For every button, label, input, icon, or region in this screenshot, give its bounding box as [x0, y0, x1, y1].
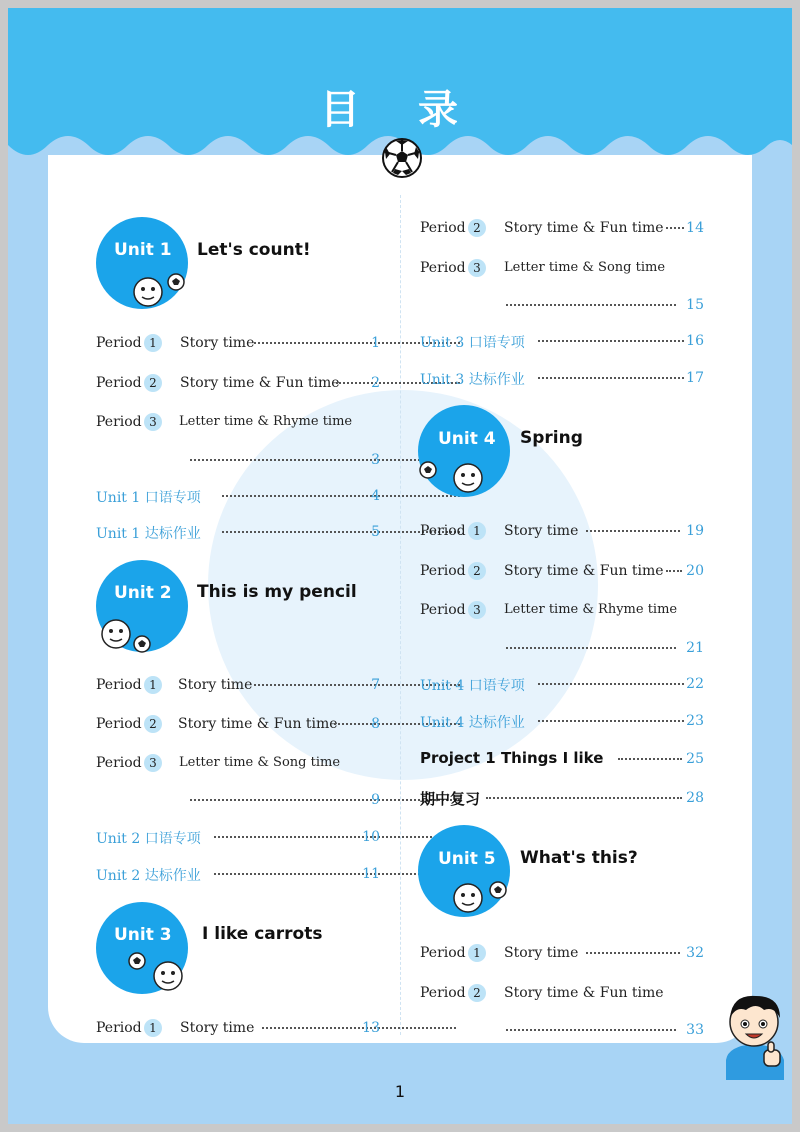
period-topic: Story time & Fun time [504, 220, 664, 236]
page-ref: 1 [371, 335, 380, 351]
toc-entry-oral[interactable] [420, 674, 710, 698]
unit-3-label: Unit 3 [114, 925, 172, 945]
period-number-badge: 2 [468, 219, 486, 237]
page-ref: 14 [686, 220, 704, 236]
unit-1-label: Unit 1 [114, 240, 172, 260]
page-ref: 8 [371, 716, 380, 732]
toc-entry[interactable] [420, 600, 710, 624]
unit-5-label: Unit 5 [438, 849, 496, 869]
page-ref: 28 [686, 790, 704, 806]
dot-leader [538, 331, 684, 342]
toc-entry-continued[interactable] [420, 295, 710, 319]
period-topic: Story time [180, 1020, 255, 1036]
dot-leader [486, 788, 682, 799]
period-label: Period [96, 1020, 142, 1036]
page-ref: 11 [362, 866, 380, 882]
dot-leader [214, 827, 456, 838]
page-ref: 13 [362, 1020, 380, 1036]
toc-entry-oral[interactable] [96, 486, 386, 510]
period-topic: Letter time & Song time [504, 260, 666, 275]
toc-entry-test[interactable] [96, 864, 386, 888]
period-topic: Letter time & Song time [179, 755, 341, 770]
period-label: Period [96, 755, 142, 771]
column-divider [400, 195, 401, 1035]
period-topic: Story time & Fun time [180, 375, 340, 391]
page-ref: 16 [686, 333, 704, 349]
period-number-badge: 2 [144, 374, 162, 392]
unit-4-title[interactable]: Spring [520, 428, 583, 448]
page-ref: 7 [371, 677, 380, 693]
toc-entry-test[interactable] [420, 368, 710, 392]
unit-3-title[interactable]: I like carrots [202, 924, 323, 944]
toc-entry[interactable] [420, 521, 710, 545]
unit-2-label: Unit 2 [114, 583, 172, 603]
toc-entry-test[interactable] [96, 522, 386, 546]
oral-practice-label: Unit 2 口语专项 [96, 831, 201, 847]
toc-entry[interactable] [96, 1018, 386, 1042]
period-number-badge: 3 [144, 754, 162, 772]
period-topic: Story time & Fun time [504, 563, 664, 579]
toc-entry-project[interactable] [420, 749, 710, 773]
toc-entry-test[interactable] [420, 711, 710, 735]
period-topic: Story time & Fun time [178, 716, 338, 732]
dot-leader [506, 295, 676, 306]
page-ref: 17 [686, 370, 704, 386]
period-topic: Story time & Fun time [504, 985, 664, 1001]
page-ref: 2 [371, 375, 380, 391]
period-number-badge: 3 [468, 259, 486, 277]
period-topic: Letter time & Rhyme time [504, 602, 678, 617]
period-topic: Story time [180, 335, 255, 351]
toc-entry[interactable] [96, 753, 386, 777]
dot-leader [506, 1020, 676, 1031]
page-ref: 23 [686, 713, 704, 729]
toc-entry-continued[interactable] [420, 638, 710, 662]
page-ref: 33 [686, 1022, 704, 1038]
period-label: Period [420, 985, 466, 1001]
period-topic: Story time [504, 523, 579, 539]
test-label: Unit 4 达标作业 [420, 715, 525, 731]
unit-1-title[interactable]: Let's count! [197, 240, 311, 260]
unit-2-title[interactable]: This is my pencil [197, 582, 357, 602]
toc-entry[interactable] [420, 983, 710, 1007]
period-number-badge: 2 [468, 562, 486, 580]
toc-entry[interactable] [420, 943, 710, 967]
page-ref: 22 [686, 676, 704, 692]
toc-entry-continued[interactable] [96, 790, 386, 814]
page-title: 目 录 [320, 87, 480, 133]
mascot-icon [128, 270, 188, 310]
dot-leader [618, 749, 682, 760]
midterm-review-label: 期中复习 [420, 790, 481, 808]
boy-thumbs-up-icon [718, 990, 792, 1080]
toc-entry[interactable] [96, 412, 386, 436]
mascot-icon [418, 456, 488, 502]
period-label: Period [420, 602, 466, 618]
oral-practice-label: Unit 4 口语专项 [420, 678, 525, 694]
period-topic: Letter time & Rhyme time [179, 414, 353, 429]
dot-leader [538, 711, 684, 722]
period-number-badge: 1 [144, 334, 162, 352]
test-label: Unit 1 达标作业 [96, 526, 201, 542]
page-ref: 32 [686, 945, 704, 961]
toc-entry[interactable] [96, 333, 386, 357]
page-ref: 19 [686, 523, 704, 539]
dot-leader [586, 943, 680, 954]
mascot-icon [96, 612, 156, 656]
toc-entry-continued[interactable] [96, 450, 386, 474]
period-label: Period [96, 716, 142, 732]
toc-entry-oral[interactable] [96, 827, 386, 851]
unit-4-label: Unit 4 [438, 429, 496, 449]
period-label: Period [420, 220, 466, 236]
page-ref: 5 [371, 524, 380, 540]
project-label: Project 1 Things I like [420, 749, 604, 767]
page-number: 1 [394, 1082, 406, 1101]
page-ref: 3 [371, 452, 380, 468]
toc-entry[interactable] [420, 561, 710, 585]
period-number-badge: 3 [468, 601, 486, 619]
toc-entry-oral[interactable] [420, 331, 710, 355]
period-label: Period [420, 563, 466, 579]
toc-entry-review[interactable] [420, 788, 710, 812]
period-label: Period [420, 523, 466, 539]
period-number-badge: 2 [468, 984, 486, 1002]
toc-entry[interactable] [96, 675, 386, 699]
page-ref: 10 [362, 829, 380, 845]
period-number-badge: 1 [468, 522, 486, 540]
toc-entry-continued[interactable] [420, 1020, 710, 1044]
toc-entry[interactable] [420, 258, 710, 282]
period-label: Period [420, 260, 466, 276]
period-topic: Story time [178, 677, 253, 693]
test-label: Unit 3 达标作业 [420, 372, 525, 388]
period-topic: Story time [504, 945, 579, 961]
oral-practice-label: Unit 3 口语专项 [420, 335, 525, 351]
mascot-icon [126, 950, 196, 1000]
period-number-badge: 2 [144, 715, 162, 733]
dot-leader [538, 368, 684, 379]
page-ref: 9 [371, 792, 380, 808]
dot-leader [506, 638, 676, 649]
period-label: Period [96, 414, 142, 430]
page-ref: 25 [686, 751, 704, 767]
page-ref: 20 [686, 563, 704, 579]
period-label: Period [96, 335, 142, 351]
period-number-badge: 1 [468, 944, 486, 962]
period-number-badge: 3 [144, 413, 162, 431]
soccer-ball-icon [381, 137, 423, 179]
period-number-badge: 1 [144, 1019, 162, 1037]
period-number-badge: 1 [144, 676, 162, 694]
dot-leader [538, 674, 684, 685]
toc-entry[interactable] [420, 218, 710, 242]
oral-practice-label: Unit 1 口语专项 [96, 490, 201, 506]
unit-5-title[interactable]: What's this? [520, 848, 638, 868]
test-label: Unit 2 达标作业 [96, 868, 201, 884]
toc-entry[interactable] [96, 373, 386, 397]
page-ref: 15 [686, 297, 704, 313]
mascot-icon [448, 876, 512, 920]
period-label: Period [420, 945, 466, 961]
dot-leader [586, 521, 680, 532]
page-ref: 4 [371, 488, 380, 504]
page-ref: 21 [686, 640, 704, 656]
period-label: Period [96, 677, 142, 693]
period-label: Period [96, 375, 142, 391]
toc-entry[interactable] [96, 714, 386, 738]
